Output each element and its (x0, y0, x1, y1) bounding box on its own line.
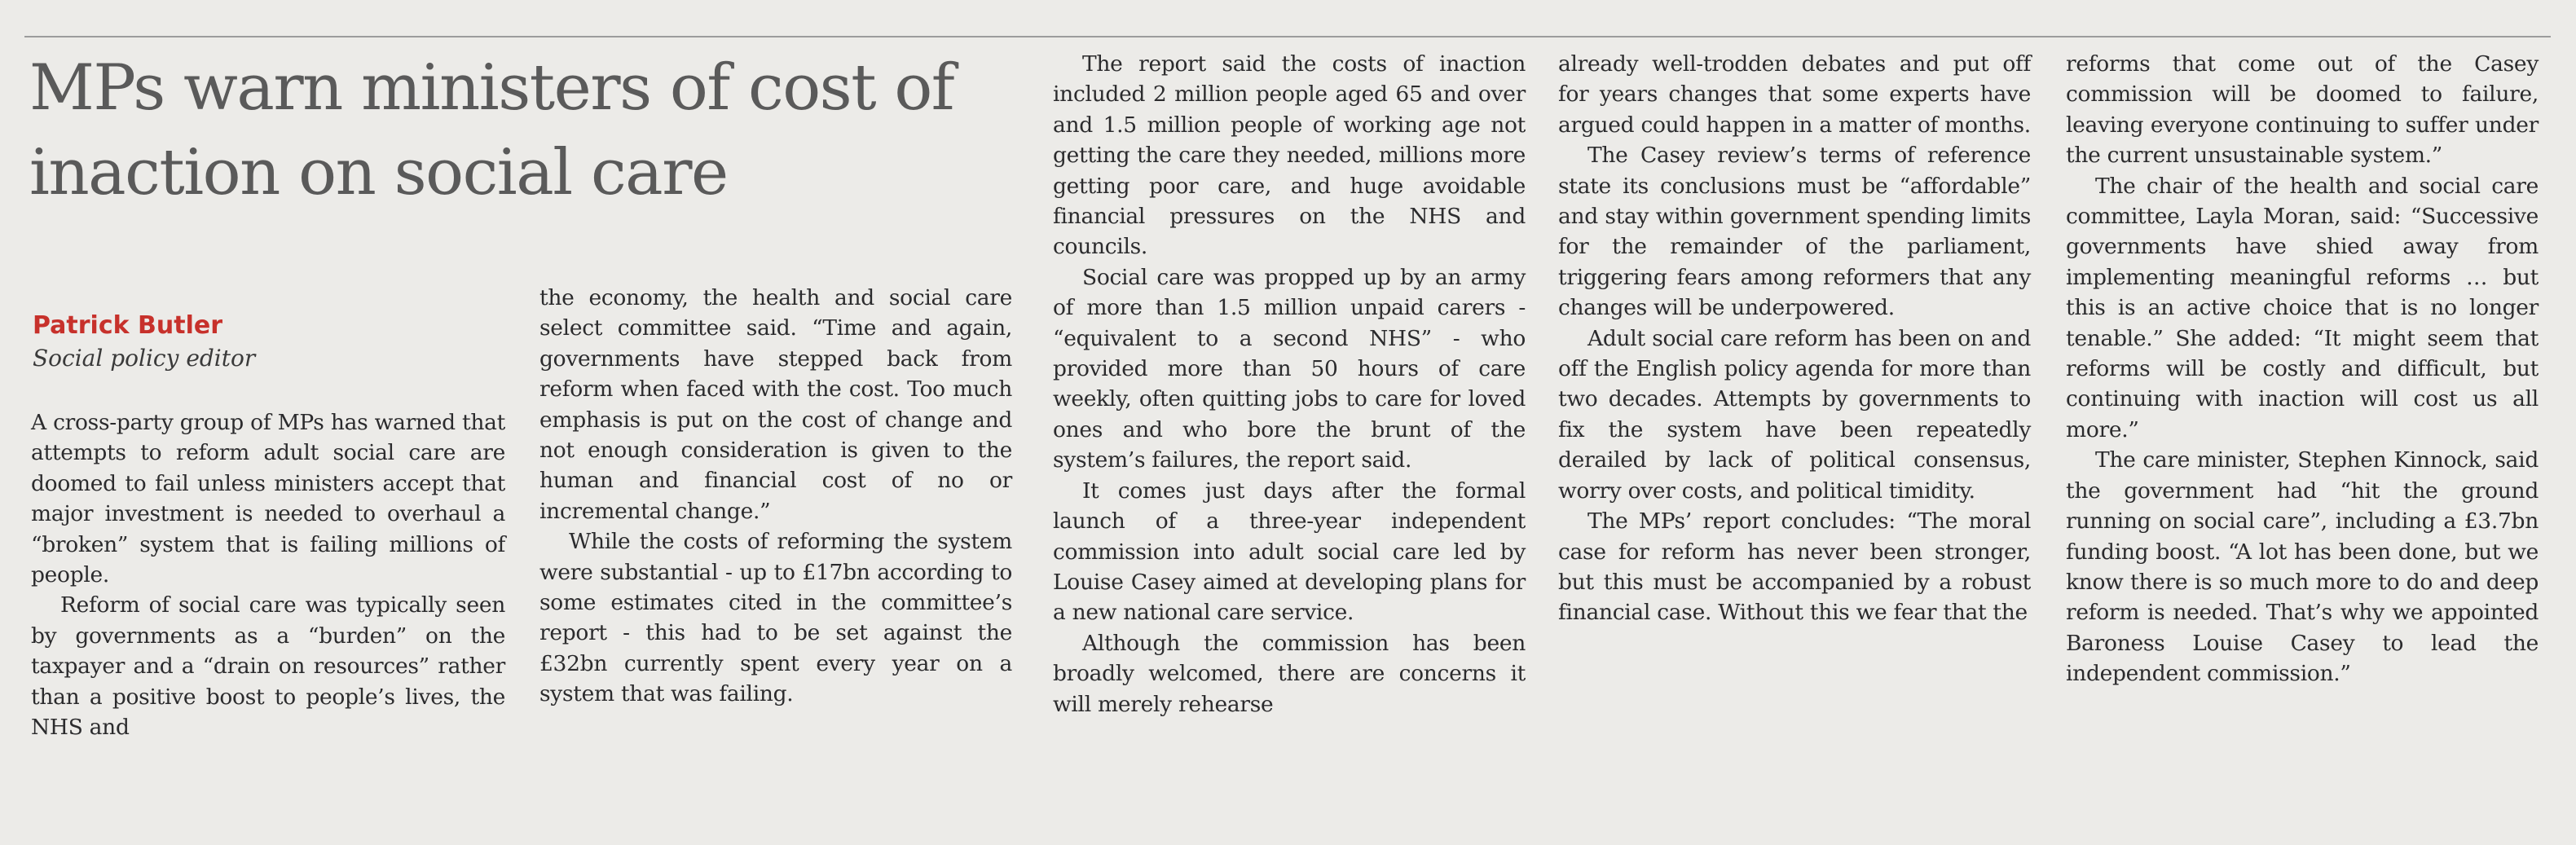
byline (33, 310, 489, 375)
paragraph: Although the commission has been broadly welcomed, there are concerns it will merely rehearse (1053, 630, 1526, 717)
paragraph: It comes just days after the formal launch of a three-year independent commission into adult social care led by Louise Casey aimed at developing plans for a new national care service. (1053, 478, 1526, 626)
paragraph: The care minister, Stephen Kinnock, said the government had “hit the ground running on social care”, including a £3.7bn funding boost. “A lot has been done, but we know there is so much more to do and deep reform is needed. That’s why we appointed Baroness Louise Casey to lead the independent commission.” (2066, 447, 2539, 687)
column-4 (1558, 49, 2031, 628)
author-role: Social policy editor (33, 345, 256, 372)
paragraph: The MPs’ report concludes: “The moral case for reform has never been stronger, but this must be accompanied by a robust financial case. Without this we fear that the (1558, 508, 2031, 626)
paragraph: Reform of social care was typically seen by governments as a “burden” on the taxpayer and a “drain on resources” rather than a positive boost to people’s lives, the NHS and (31, 592, 505, 741)
paragraph: Adult social care reform has been on and off the English policy agenda for more than two decades. Attempts by governments to fix the system have been repeatedly derailed by lack of political consensus, worry over costs, and political timidity. (1558, 325, 2031, 504)
paragraph: A cross-party group of MPs has warned that attempts to reform adult social care are doomed to fail unless ministers accept that major investment is needed to overhaul a “broken” system that is failing millions of people. (31, 410, 505, 588)
author-name: Patrick Butler (33, 311, 223, 340)
paragraph: While the costs of reforming the system were substantial - up to £17bn according to some estimates cited in the committee’s report - this had to be set against the £32bn currently spent every year on a system that was failing. (539, 529, 1012, 707)
top-rule (24, 36, 2551, 37)
paragraph: already well-trodden debates and put off for years changes that some experts have argued could happen in a matter of months. (1558, 51, 2031, 138)
paragraph: Social care was propped up by an army of more than 1.5 million unpaid carers - “equivalent to a second NHS” - who provided more than 50 hours of care weekly, often quitting jobs to care for loved ones and who bore the brunt of the system’s failures, the report said. (1053, 264, 1526, 473)
paragraph: The Casey review’s terms of reference state its conclusions must be “affordable” and stay within government spending limits for the remainder of the parliament, triggering fears among reformers that any changes will be underpowered. (1558, 143, 2031, 321)
headline: MPs warn ministers of cost of inaction on social care (29, 51, 954, 209)
paragraph: The chair of the health and social care committee, Layla Moran, said: “Successive governments have shied away from implementing meaningful reforms … but this is an active choice that is no longer tenable.” She added: “It might seem that reforms will be costly and difficult, but continuing with inaction will cost us all more.” (2066, 173, 2539, 442)
paragraph: the economy, the health and social care select committee said. “Time and again, governments have stepped back from reform when faced with the cost. Too much emphasis is put on the cost of change and not enough consideration is given to the human and financial cost of no or incremental change.” (539, 285, 1012, 524)
paragraph: The report said the costs of inaction included 2 million people aged 65 and over and 1.5 million people of working age not getting the care they needed, millions more getting poor care, and huge avoidable financial pressures on the NHS and councils. (1053, 51, 1526, 260)
column-3 (1053, 49, 1526, 720)
column-5 (2066, 49, 2539, 689)
column-1 (31, 407, 505, 742)
column-2 (539, 283, 1012, 710)
paragraph: reforms that come out of the Casey commission will be doomed to failure, leaving everyone continuing to suffer under the current unsustainable system.” (2066, 51, 2539, 169)
